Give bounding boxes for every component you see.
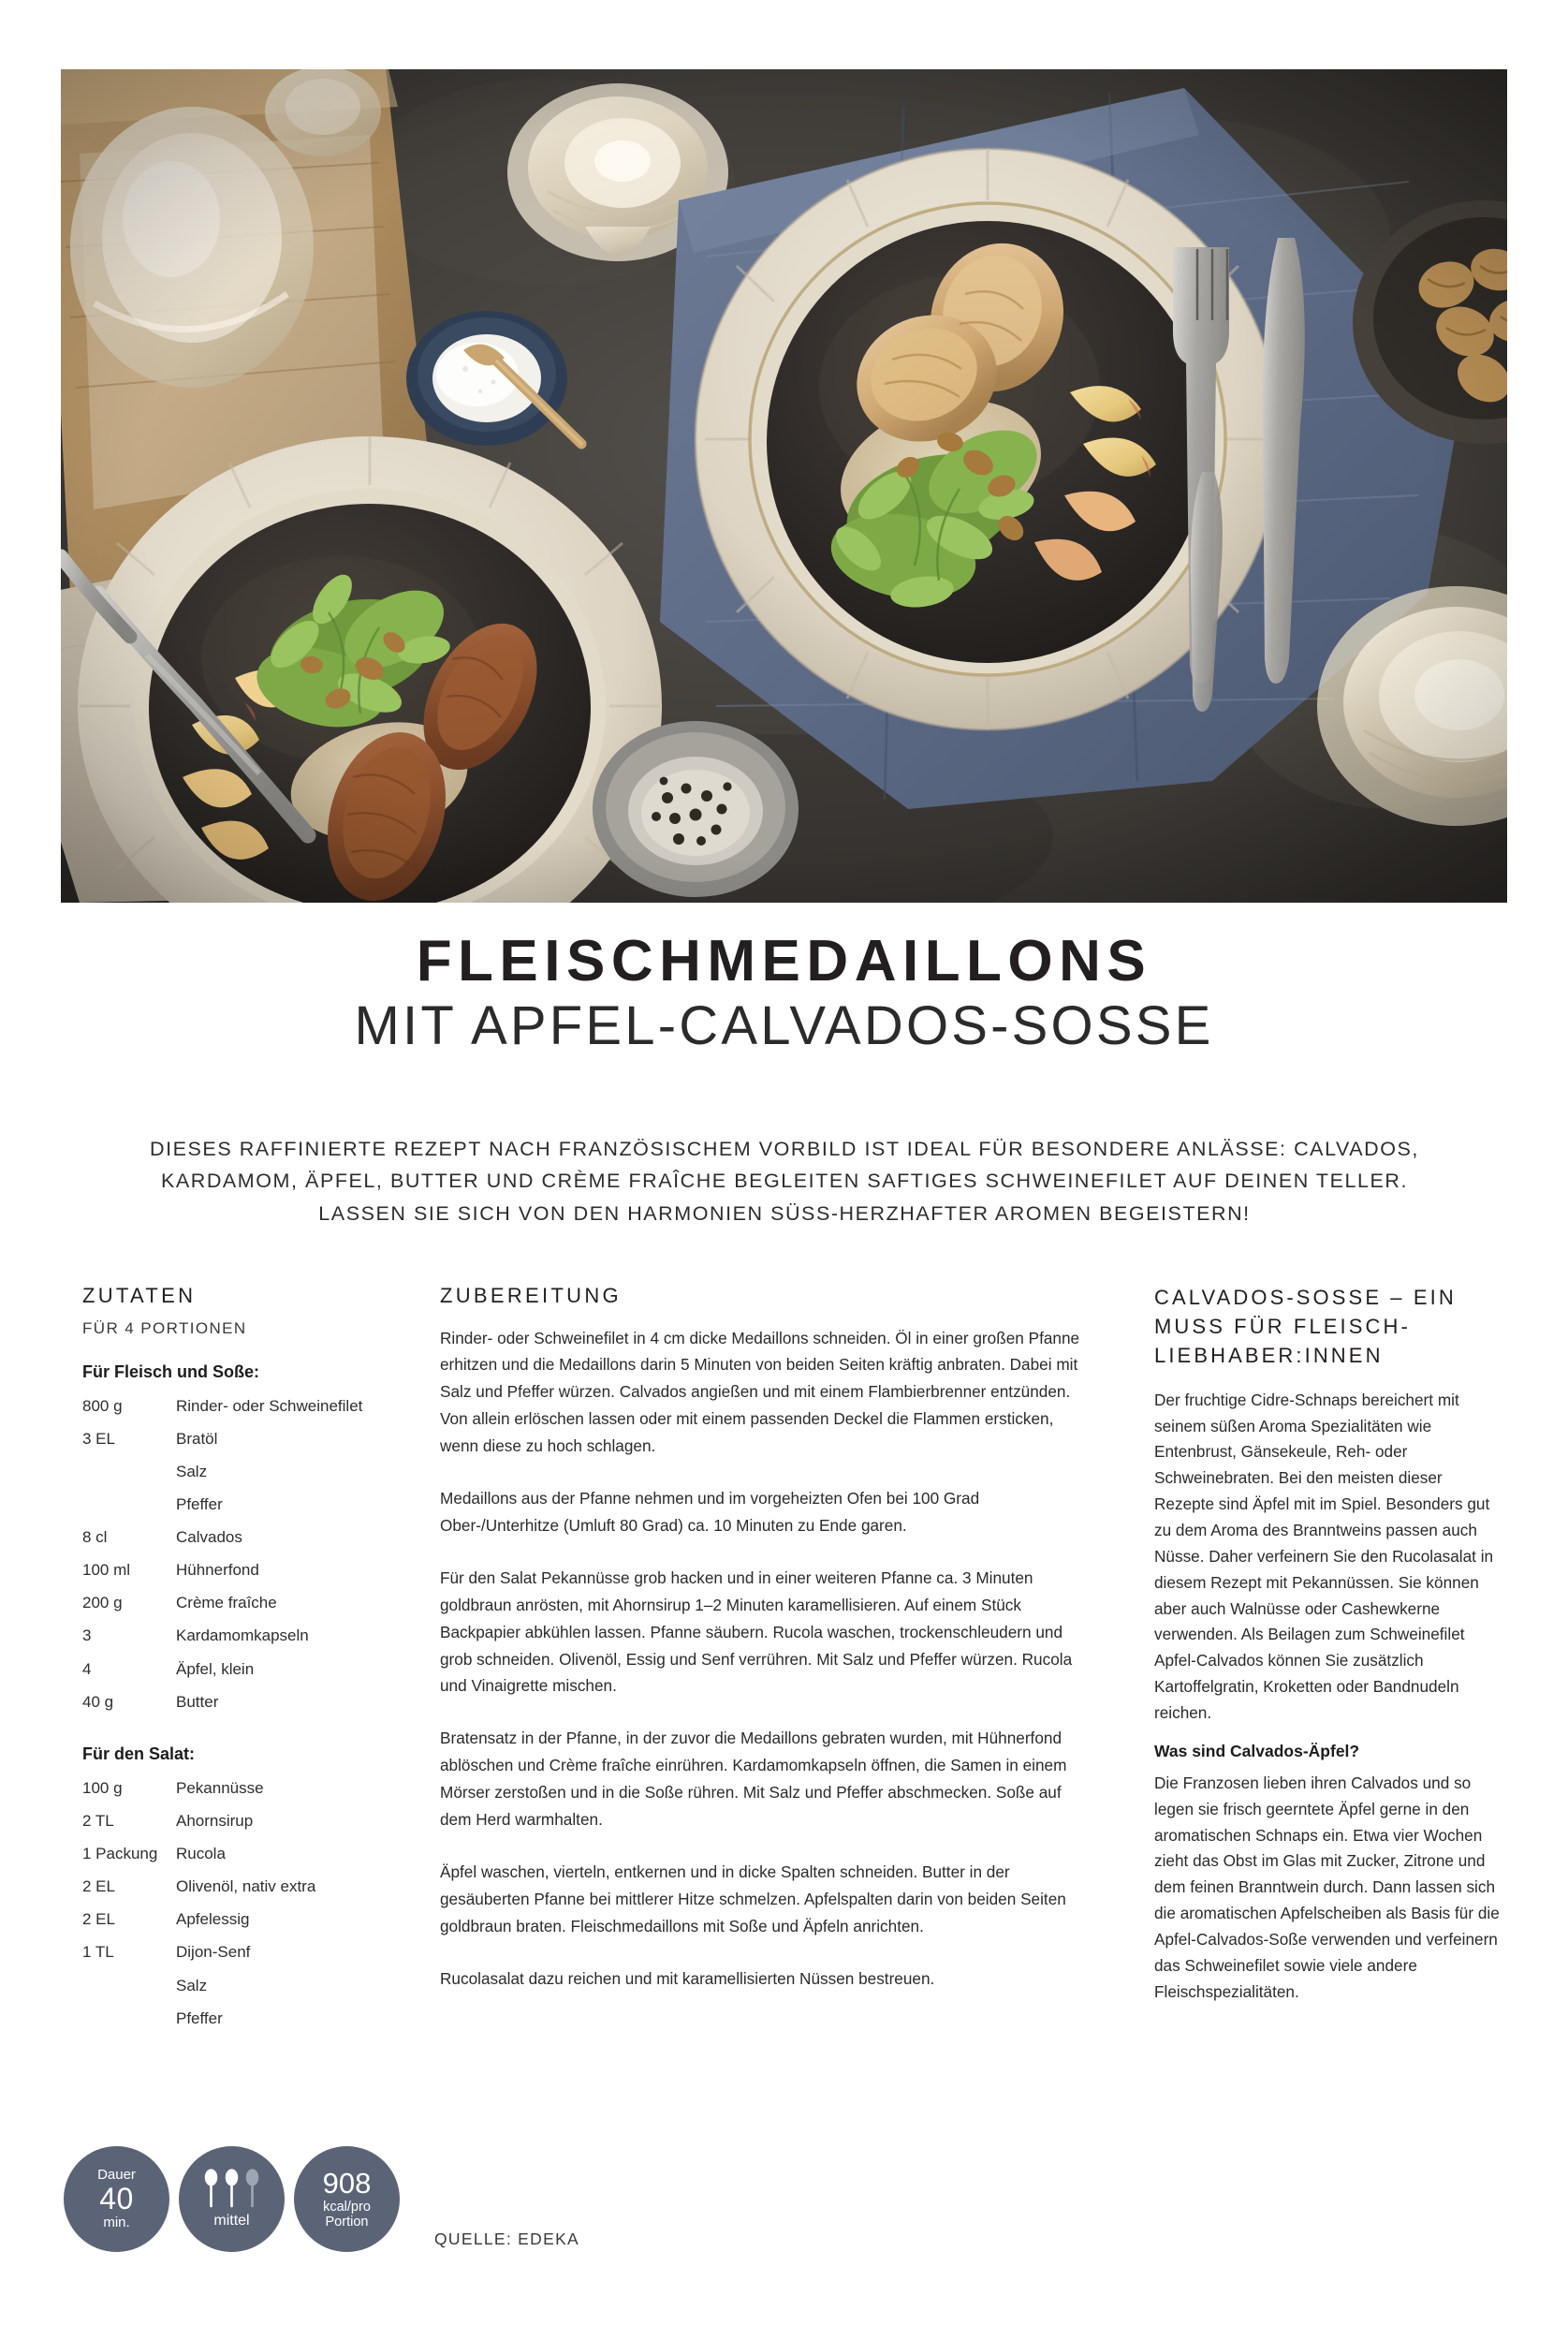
ingredient-name: Pfeffer [176,2009,223,2027]
badge-difficulty [179,2146,285,2252]
ingredient-name: Calvados [176,1528,242,1547]
ingredient-name: Pekannüsse [176,1778,264,1797]
badge-duration [64,2146,169,2252]
ingredient-quantity: 200 g [82,1594,123,1612]
preparation-step: Rucolasalat dazu reichen und mit karamellisierten Nüssen bestreuen. [440,1968,935,1988]
info-column [1154,1283,1501,2021]
ingredient-name: Crème fraîche [176,1594,277,1612]
ingredient-quantity [82,2008,176,2040]
ingredient-name: Rucola [176,1845,226,1863]
calories-unit-line1: kcal/pro [323,2199,371,2215]
ingredient-group-salad [82,1744,391,2040]
ingredient-name: Bratöl [176,1429,218,1448]
ingredient-quantity [82,1461,176,1494]
ingredient-row [82,1810,391,1843]
ingredients-heading: ZUTATEN [82,1284,197,1307]
recipe-title-block [0,929,1568,1057]
ingredient-row [82,1941,391,1974]
ingredient-name: Salz [176,1976,208,1994]
ingredient-row [82,1658,391,1691]
ingredient-name: Dijon-Senf [176,1943,251,1962]
hero-food-photo [61,69,1507,903]
ingredient-quantity: 40 g [82,1692,114,1711]
difficulty-label: mittel [213,2213,250,2230]
ingredient-row [82,1908,391,1941]
ingredient-quantity [82,1975,176,2008]
ingredient-row [82,1625,391,1657]
ingredient-table-salad [82,1777,391,2040]
ingredient-name: Salz [176,1462,208,1480]
ingredient-quantity: 3 EL [82,1429,115,1448]
recipe-title-subtitle: MIT APFEL-CALVADOS-SOSSE [354,995,1214,1057]
ingredient-row [82,1395,391,1428]
duration-unit: min. [103,2214,130,2230]
ingredient-name: Hühnerfond [176,1561,259,1580]
info-subheading: Was sind Calvados-Äpfel? [1154,1741,1360,1760]
ingredient-row [82,1494,391,1526]
ingredient-quantity: 100 g [82,1778,123,1797]
preparation-step: Rinder- oder Schweinefilet in 4 cm dicke Medaillons schneiden. Öl in einer großen Pfanne erhitzen und die Medaillons darin 5 Minuten von beiden Seiten kräftig anbraten. Dabei mit Salz und Pfeffer würzen. Calvados angießen und mit einem Flambierbrenner entzünden. Von allein erlöschen lassen oder mit einem passenden Deckel die Flammen ersticken, wenn diese zu hoch schlagen. [440,1328,1080,1456]
info-paragraph: Der fruchtige Cidre-Schnaps bereichert mit seinem süßen Aroma Spezialitäten wie Entenbrust, Gänsekeule, Reh- oder Schweinebraten. Bei den meisten dieser Rezepte sind Äpfel mit im Spiel. Besonders gut zu dem Aroma des Branntweins passen auch Nüsse. Daher verfeinern Sie den Rucolasalat in diesem Rezept mit Pekannüssen. Sie können aber auch Walnüsse oder Cashewkerne verwenden. Als Beilagen zum Schweinefilet Apfel-Calvados können Sie zusätzlich Kartoffelgratin, Kroketten oder Bandnudeln reichen. [1154,1390,1494,1723]
ingredient-quantity: 800 g [82,1396,123,1415]
calories-unit-line2: Portion [325,2215,369,2230]
ingredient-row [82,2008,391,2040]
portions-label: FÜR 4 PORTIONEN [82,1318,247,1337]
recipe-meta-badges [64,2146,400,2252]
recipe-intro-text: DIESES RAFFINIERTE REZEPT NACH FRANZÖSISCHEM VORBILD IST IDEAL FÜR BESONDERE ANLÄSSE: CALVADOS, KARDAMOM, ÄPFEL, BUTTER UND CRÈME FRAÎCHE BEGLEITEN SAFTIGES SCHWEINEFILET AUF DEINEN TELLER. LASSEN SIE SICH VON DEN HARMONIEN SÜSS-HERZHAFTER AROMEN BEGEISTERN! [150,1137,1419,1226]
duration-value: 40 [99,2182,134,2216]
ingredient-row [82,1691,391,1724]
ingredient-row [82,1843,391,1876]
ingredient-name: Äpfel, klein [176,1659,255,1678]
ingredient-row [82,1428,391,1461]
ingredient-name: Olivenöl, nativ extra [176,1877,316,1896]
difficulty-spoons [204,2169,259,2209]
info-heading: CALVADOS-SOSSE – EIN MUSS FÜR FLEISCH-LIEBHABER:INNEN [1154,1286,1457,1368]
ingredient-quantity: 2 EL [82,1910,115,1929]
ingredient-quantity [82,1494,176,1526]
preparation-step: Bratensatz in der Pfanne, in der zuvor die Medaillons gebraten wurden, mit Hühnerfond ablöschen und Crème fraîche einrühren. Kardamomkapseln öffnen, die Samen in einem Mörser zerstoßen und in die Soße rühren. Mit Salz und Pfeffer abschmecken. Soße auf dem Herd warmhalten. [440,1729,1067,1829]
recipe-title-main: FLEISCHMEDAILLONS [416,929,1152,993]
ingredient-group-title: Für Fleisch und Soße: [82,1361,260,1381]
hero-illustration [61,69,1507,903]
ingredient-quantity: 1 Packung [82,1845,158,1863]
ingredients-column [82,1283,391,2061]
ingredient-quantity: 1 TL [82,1943,114,1962]
ingredient-row [82,1526,391,1559]
ingredient-quantity: 2 EL [82,1877,115,1896]
ingredient-row [82,1559,391,1592]
ingredient-row [82,1461,391,1494]
ingredient-table-meat [82,1395,391,1724]
calories-value: 908 [322,2167,372,2200]
ingredient-row [82,1777,391,1810]
spoon-icon-filled [225,2169,239,2209]
ingredient-quantity: 3 [82,1626,92,1645]
duration-label: Dauer [97,2167,136,2184]
preparation-step: Äpfel waschen, vierteln, entkernen und in dicke Spalten schneiden. Butter in der gesäuberten Pfanne bei mittlerer Hitze schmelzen. Apfelspalten darin von beiden Seiten goldbraun braten. Fleischmedaillons mit Soße und Äpfeln anrichten. [440,1862,1066,1935]
ingredient-quantity: 2 TL [82,1811,114,1830]
ingredient-group-meat [82,1362,391,1724]
ingredient-row [82,1592,391,1625]
ingredient-name: Pfeffer [176,1494,223,1513]
preparation-step: Für den Salat Pekannüsse grob hacken und in einer weiteren Pfanne ca. 3 Minuten goldbraun anrösten, mit Ahornsirup 1–2 Minuten karamellisieren. Auf einem Stück Backpapier abkühlen lassen. Pfanne säubern. Rucola waschen, trockenschleudern und grob schneiden. Olivenöl, Essig und Senf verrühren. Mit Salz und Pfeffer würzen. Rucola und Vinaigrette mischen. [440,1567,1073,1696]
ingredient-quantity: 8 cl [82,1528,108,1547]
ingredient-row [82,1876,391,1908]
ingredient-quantity: 100 ml [82,1561,131,1580]
preparation-step: Medaillons aus der Pfanne nehmen und im vorgeheizten Ofen bei 100 Grad Ober-/Unterhitze (Umluft 80 Grad) ca. 10 Minuten zu Ende garen. [440,1489,980,1535]
ingredient-name: Kardamomkapseln [176,1626,309,1645]
ingredient-row [82,1975,391,2008]
info-paragraph: Die Franzosen lieben ihren Calvados und so legen sie frisch geerntete Äpfel gerne in den aromatischen Schnaps ein. Etwa vier Wochen zieht das Obst im Glas mit Zucker, Zitrone und dem feinen Branntwein durch. Dann lassen sich die aromatischen Apfelscheiben als Basis für die Apfel-Calvados-Soße verwenden und verfeinern das Schweinefilet sowie viele andere Fleischspezialitäten. [1154,1773,1500,2001]
ingredient-name: Ahornsirup [176,1811,254,1830]
preparation-column [440,1283,1095,2017]
ingredient-name: Butter [176,1692,219,1711]
source-label: QUELLE: EDEKA [434,2230,580,2248]
ingredient-name: Apfelessig [176,1910,250,1929]
ingredient-name: Rinder- oder Schweinefilet [176,1396,363,1415]
spoon-icon-filled [204,2169,218,2209]
ingredient-group-title: Für den Salat: [82,1744,196,1763]
spoon-icon-empty [245,2169,259,2209]
badge-calories [294,2146,400,2252]
preparation-heading: ZUBEREITUNG [440,1284,622,1307]
ingredient-quantity: 4 [82,1659,92,1678]
